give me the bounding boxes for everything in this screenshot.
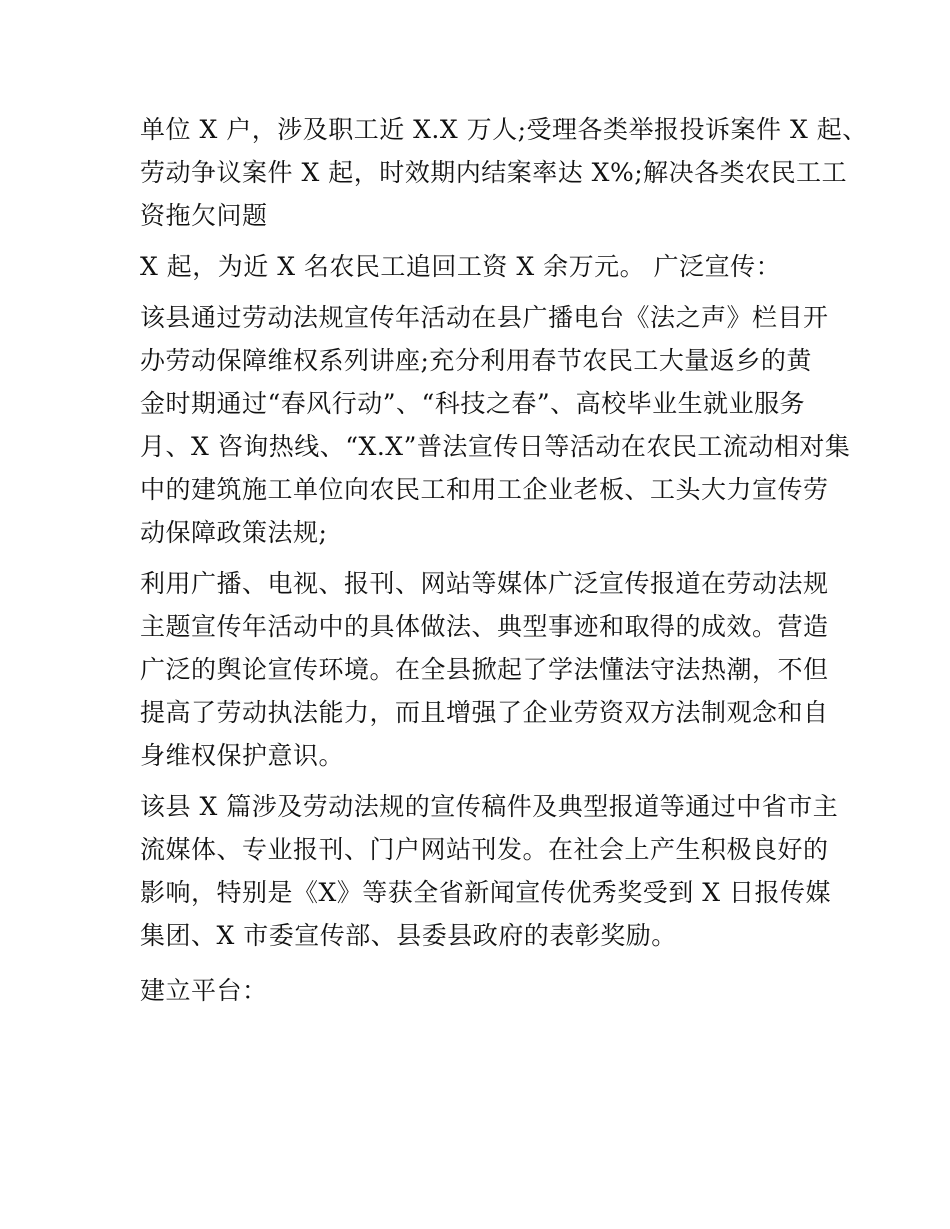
text-line: 主题宣传年活动中的具体做法、典型事迹和取得的成效。营造 — [140, 612, 829, 641]
text-line: 建立平台： — [140, 976, 268, 1005]
paragraph-publicity-activities — [140, 296, 851, 554]
text-line: 月、X 咨询热线、“X.X”普法宣传日等活动在农民工流动相对集 — [140, 432, 851, 461]
text-line: 集团、X 市委宣传部、县委县政府的表彰奖励。 — [140, 921, 677, 950]
paragraph-wage-recovery — [140, 245, 820, 288]
text-line: 该县通过劳动法规宣传年活动在县广播电台《法之声》栏目开 — [140, 303, 829, 332]
document-body — [140, 108, 868, 1012]
paragraph-enforcement-stats — [140, 108, 868, 237]
text-line: 金时期通过“春风行动”、“科技之春”、高校毕业生就业服务 — [140, 389, 806, 418]
text-line: 身维权保护意识。 — [140, 741, 345, 770]
text-line: 动保障政策法规; — [140, 518, 328, 547]
section-heading-build-platform — [140, 969, 820, 1012]
text-line: 利用广播、电视、报刊、网站等媒体广泛宣传报道在劳动法规 — [140, 569, 829, 598]
text-line: 流媒体、专业报刊、门户网站刊发。在社会上产生积极良好的 — [140, 835, 829, 864]
paragraph-awards — [140, 785, 839, 957]
text-line: 资拖欠问题 — [140, 201, 268, 230]
text-line: 提高了劳动执法能力，而且增强了企业劳资双方法制观念和自 — [140, 698, 829, 727]
text-line: 中的建筑施工单位向农民工和用工企业老板、工头大力宣传劳 — [140, 475, 829, 504]
text-line: 办劳动保障维权系列讲座;充分利用春节农民工大量返乡的黄 — [140, 346, 812, 375]
paragraph-media-coverage — [140, 562, 829, 777]
text-line: 单位 X 户，涉及职工近 X.X 万人;受理各类举报投诉案件 X 起、 — [140, 115, 868, 144]
text-line: X 起，为近 X 名农民工追回工资 X 余万元。 广泛宣传： — [140, 252, 782, 281]
text-line: 影响，特别是《X》等获全省新闻宣传优秀奖受到 X 日报传媒 — [140, 878, 831, 907]
text-line: 广泛的舆论宣传环境。在全县掀起了学法懂法守法热潮，不但 — [140, 655, 829, 684]
text-line: 该县 X 篇涉及劳动法规的宣传稿件及典型报道等通过中省市主 — [140, 792, 839, 821]
text-line: 劳动争议案件 X 起，时效期内结案率达 X%;解决各类农民工工 — [140, 158, 848, 187]
